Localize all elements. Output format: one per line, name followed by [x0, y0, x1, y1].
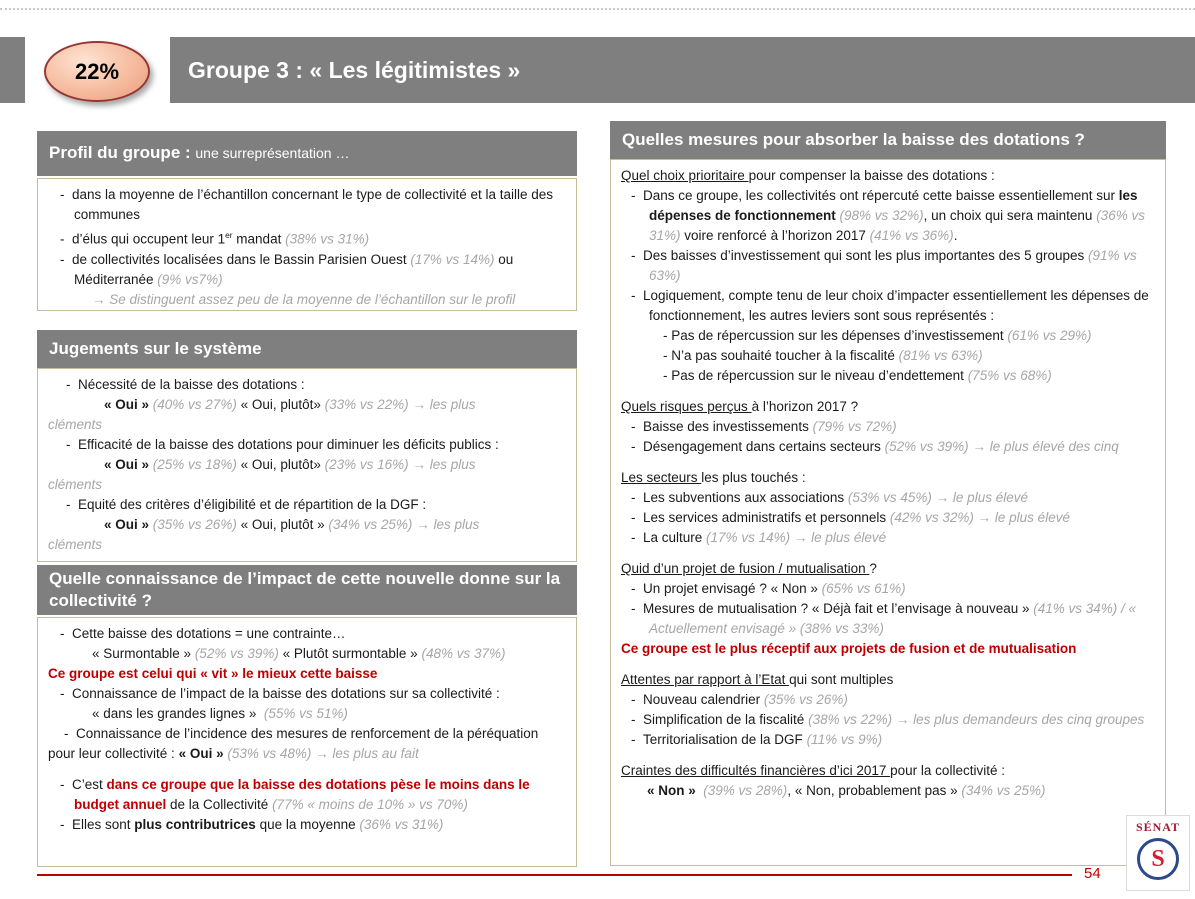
text-segment: (91% vs 63%) — [649, 248, 1137, 283]
text-segment: → les plus — [412, 397, 476, 412]
text-segment: ? — [869, 561, 877, 576]
text-line — [621, 386, 1155, 397]
text-segment: (41% vs 34%) — [1033, 601, 1122, 616]
knowledge-box-header-text — [49, 568, 565, 612]
text-line — [48, 495, 566, 515]
text-segment: (17% vs 14%) — [410, 251, 495, 267]
text-segment: - Efficacité de la baisse des dotations pour diminuer les déficits publics : — [66, 437, 499, 452]
text-line — [621, 286, 1155, 326]
knowledge-box-header — [37, 565, 577, 615]
text-segment: (41% vs 36%) — [869, 228, 954, 243]
text-line — [621, 397, 1155, 417]
text-segment: - C’est — [60, 777, 107, 792]
text-segment: Les secteurs — [621, 470, 702, 485]
text-segment: - Elles sont — [60, 817, 135, 832]
text-segment: « Oui » — [104, 397, 153, 412]
text-line — [621, 730, 1155, 750]
text-segment: - Mesures de mutualisation ? « Déjà fait et l’envisage à nouveau » — [631, 601, 1034, 616]
text-segment: mandat — [232, 231, 286, 247]
footer-rule — [37, 874, 1072, 876]
measures-box-header-text — [622, 129, 1085, 151]
text-segment: les plus touchés : — [701, 470, 806, 485]
text-line — [621, 659, 1155, 670]
text-line — [621, 670, 1155, 690]
text-line — [621, 690, 1155, 710]
text-segment: (61% vs 29%) — [1007, 328, 1092, 343]
text-segment: → le plus élevé — [935, 490, 1028, 505]
text-segment: « Oui, plutôt» — [240, 397, 325, 412]
text-line — [48, 684, 566, 704]
title-bar — [170, 37, 1195, 103]
text-segment: Quel choix prioritaire — [621, 168, 749, 183]
text-segment: (11% vs 9%) — [806, 732, 883, 747]
text-line — [621, 246, 1155, 286]
text-segment: (33% vs 22%) — [324, 397, 413, 412]
text-segment: - Equité des critères d’éligibilité et de répartition de la DGF : — [66, 497, 427, 512]
text-line — [48, 290, 566, 310]
text-segment: (52% vs 39%) — [194, 646, 283, 661]
top-dotted-rule — [0, 8, 1195, 10]
text-line — [48, 515, 566, 535]
text-segment: - Désengagement dans certains secteurs — [631, 439, 885, 454]
text-segment: (79% vs 72%) — [812, 419, 897, 434]
text-segment: à l’horizon 2017 ? — [751, 399, 859, 414]
text-line — [48, 535, 566, 555]
text-segment: (81% vs 63%) — [898, 348, 983, 363]
text-segment: - Pas de répercussion sur le niveau d’endettement — [663, 368, 968, 383]
text-segment: « Non » — [647, 783, 704, 798]
percentage-badge — [44, 41, 150, 102]
text-segment: (53% vs 48%) — [227, 746, 316, 761]
text-segment: er — [225, 230, 233, 240]
text-line — [48, 724, 566, 764]
text-segment: (36% vs 31%) — [359, 817, 444, 832]
text-line — [48, 764, 566, 775]
text-segment: - Connaissance de l’impact de la baisse des dotations sur sa collectivité : — [60, 686, 500, 701]
text-segment: (36% vs 31%) — [649, 208, 1145, 243]
text-segment: « Plutôt surmontable » — [282, 646, 422, 661]
text-segment: (42% vs 32%) — [889, 510, 978, 525]
text-segment: - Connaissance de l’incidence des mesures de renforcement de la péréquation pour leur collectivité : — [48, 726, 539, 761]
text-segment: (65% vs 61%) — [821, 581, 906, 596]
judgements-box-header — [37, 330, 577, 368]
text-line — [621, 548, 1155, 559]
text-segment: → les plus demandeurs des cinq groupes — [895, 712, 1145, 727]
text-segment: Profil du groupe : — [49, 143, 196, 163]
text-segment: → le plus élevé des cinq — [972, 439, 1119, 454]
text-segment: (38% vs 33%) — [799, 621, 884, 636]
text-line — [48, 644, 566, 664]
text-segment: (35% vs 26%) — [152, 517, 241, 532]
text-segment: une surreprésentation … — [195, 145, 350, 162]
text-segment: / « Actuellement envisagé » — [649, 601, 1137, 636]
text-segment: (52% vs 39%) — [884, 439, 973, 454]
text-line — [621, 508, 1155, 528]
text-segment: (9% vs7%) — [157, 271, 223, 287]
text-segment: , un choix qui sera maintenu — [923, 208, 1097, 223]
text-segment: Attentes par rapport à l’Etat — [621, 672, 790, 687]
percentage-badge-label: 22% — [74, 58, 120, 84]
text-segment: → les plus au fait — [315, 746, 419, 761]
senat-logo-text: SÉNAT — [1135, 820, 1181, 834]
text-segment: qui sont multiples — [789, 672, 894, 687]
text-segment: → les plus — [412, 457, 476, 472]
text-segment: - Les services administratifs et personnels — [631, 510, 890, 525]
knowledge-box-body — [37, 617, 577, 867]
profile-box-header — [37, 131, 577, 176]
text-segment: cléments — [48, 537, 103, 552]
text-segment: « Oui » — [104, 457, 153, 472]
text-line — [48, 815, 566, 835]
text-segment: - Un projet envisagé ? « Non » — [631, 581, 822, 596]
text-segment: « dans les grandes lignes » — [92, 706, 264, 721]
text-segment: Quelles mesures pour absorber la baisse des dotations ? — [622, 129, 1085, 149]
text-segment: . — [953, 228, 958, 243]
text-line — [621, 559, 1155, 579]
text-line — [48, 455, 566, 475]
text-line — [48, 704, 566, 724]
text-line — [621, 639, 1155, 659]
slide-title: Groupe 3 : « Les légitimistes » — [188, 56, 521, 83]
text-line — [48, 225, 566, 250]
text-segment: pour la collectivité : — [890, 763, 1005, 778]
text-line — [621, 488, 1155, 508]
text-line — [621, 750, 1155, 761]
text-segment: - dans la moyenne de l’échantillon concernant le type de collectivité et la taille des communes — [60, 187, 554, 222]
text-line — [48, 775, 566, 815]
text-segment: → le plus élevé — [977, 510, 1070, 525]
text-line — [48, 375, 566, 395]
text-segment: → Se distinguent assez peu de la moyenne de l’échantillon sur le profil — [92, 291, 516, 307]
text-segment: - Nécessité de la baisse des dotations : — [66, 377, 305, 392]
text-segment: voire renforcé à l’horizon 2017 — [684, 228, 870, 243]
text-segment: (53% vs 45%) — [847, 490, 936, 505]
text-segment: (35% vs 26%) — [763, 692, 848, 707]
text-line — [48, 435, 566, 455]
text-segment: plus contributrices — [134, 817, 260, 832]
text-segment: (38% vs 22%) — [808, 712, 896, 727]
text-segment: (38% vs 31%) — [285, 231, 370, 247]
text-segment: - N’a pas souhaité toucher à la fiscalité — [663, 348, 899, 363]
text-segment: (17% vs 14%) — [706, 530, 794, 545]
text-line — [48, 415, 566, 435]
text-segment: → le plus élevé — [793, 530, 887, 545]
text-line — [621, 761, 1155, 781]
text-segment: les dépenses de fonctionnement — [649, 188, 1138, 223]
text-segment: - Dans ce groupe, les collectivités ont répercuté cette baisse essentiellement sur — [631, 188, 1119, 203]
text-line — [621, 346, 1155, 366]
text-line — [621, 468, 1155, 488]
page-number: 54 — [1084, 865, 1101, 882]
text-segment: - Simplification de la fiscalité — [631, 712, 809, 727]
text-segment: pour compenser la baisse des dotations : — [748, 168, 995, 183]
text-segment: - La culture — [631, 530, 707, 545]
text-segment: → les plus — [416, 517, 480, 532]
text-segment: (23% vs 16%) — [324, 457, 413, 472]
text-segment: Jugements sur le système — [49, 338, 262, 358]
text-segment: - Logiquement, compte tenu de leur choix d’impacter essentiellement les dépenses de fonctionnement, les autres leviers sont sous représentés : — [631, 288, 1149, 323]
judgements-box-body — [37, 368, 577, 562]
left-gray-block — [0, 37, 25, 103]
text-segment: « Oui » — [178, 746, 228, 761]
text-segment: (98% vs 32%) — [839, 208, 924, 223]
text-segment: - Les subventions aux associations — [631, 490, 848, 505]
text-line — [621, 166, 1155, 186]
text-segment: - Baisse des investissements — [631, 419, 813, 434]
text-segment: « Oui, plutôt» — [240, 457, 325, 472]
text-segment: Quid d’un projet de fusion / mutualisation — [621, 561, 870, 576]
profile-box-header-text — [49, 142, 349, 164]
judgements-box-header-text — [49, 338, 262, 360]
text-segment: Quelle connaissance de l’impact de cette nouvelle donne sur la collectivité ? — [49, 568, 561, 610]
text-line — [621, 417, 1155, 437]
text-segment: - Territorialisation de la DGF — [631, 732, 807, 747]
text-segment: , « Non, probablement pas » — [787, 783, 962, 798]
text-segment: - de collectivités localisées dans le Bassin Parisien Ouest — [60, 251, 411, 267]
text-line — [621, 781, 1155, 801]
text-line — [621, 457, 1155, 468]
text-segment: « Oui, plutôt » — [240, 517, 329, 532]
text-line — [621, 528, 1155, 548]
text-segment: cléments — [48, 417, 103, 432]
text-segment: - Cette baisse des dotations = une contrainte… — [60, 626, 346, 641]
text-segment: - Des baisses d’investissement qui sont les plus importantes des 5 groupes — [631, 248, 1088, 263]
text-segment: Ce groupe est celui qui « vit » le mieux cette baisse — [48, 666, 378, 681]
text-segment: Ce groupe est le plus réceptif aux projets de fusion et de mutualisation — [621, 641, 1077, 656]
text-segment: « Oui » — [104, 517, 153, 532]
text-segment: « Surmontable » — [92, 646, 195, 661]
text-segment: (75% vs 68%) — [967, 368, 1052, 383]
text-segment: (39% vs 28%) — [703, 783, 788, 798]
text-line — [621, 186, 1155, 246]
text-segment: de la Collectivité — [170, 797, 273, 812]
text-segment: - Nouveau calendrier — [631, 692, 764, 707]
text-line — [621, 326, 1155, 346]
text-segment: (34% vs 25%) — [328, 517, 417, 532]
text-segment: (77% « moins de 10% » vs 70%) — [272, 797, 468, 812]
text-segment: (34% vs 25%) — [961, 783, 1046, 798]
text-segment: que la moyenne — [259, 817, 360, 832]
senat-emblem-letter: S — [1151, 846, 1165, 872]
text-line — [48, 664, 566, 684]
text-segment: (48% vs 37%) — [421, 646, 506, 661]
text-line — [621, 710, 1155, 730]
text-segment: Craintes des difficultés financières d’ici 2017 — [621, 763, 891, 778]
text-segment: (40% vs 27%) — [152, 397, 241, 412]
text-segment: cléments — [48, 477, 103, 492]
text-line — [621, 579, 1155, 599]
profile-box-body — [37, 178, 577, 311]
text-segment: ou Méditerranée — [74, 251, 514, 287]
senat-emblem-icon — [1137, 838, 1179, 880]
text-line — [621, 437, 1155, 457]
measures-box-body — [610, 159, 1166, 866]
text-line — [621, 366, 1155, 386]
text-segment: dans ce groupe que la baisse des dotations pèse le moins dans le budget annuel — [74, 777, 530, 812]
text-segment: (55% vs 51%) — [263, 706, 348, 721]
senat-logo — [1126, 815, 1190, 891]
text-segment: (25% vs 18%) — [152, 457, 241, 472]
measures-box-header — [610, 121, 1166, 159]
text-line — [621, 599, 1155, 639]
text-segment: Quels risques perçus — [621, 399, 752, 414]
text-segment: - d’élus qui occupent leur 1 — [60, 231, 226, 247]
text-line — [48, 250, 566, 290]
text-line — [48, 475, 566, 495]
text-segment: - Pas de répercussion sur les dépenses d’investissement — [663, 328, 1008, 343]
text-line — [48, 624, 566, 644]
text-line — [48, 395, 566, 415]
text-line — [48, 185, 566, 225]
